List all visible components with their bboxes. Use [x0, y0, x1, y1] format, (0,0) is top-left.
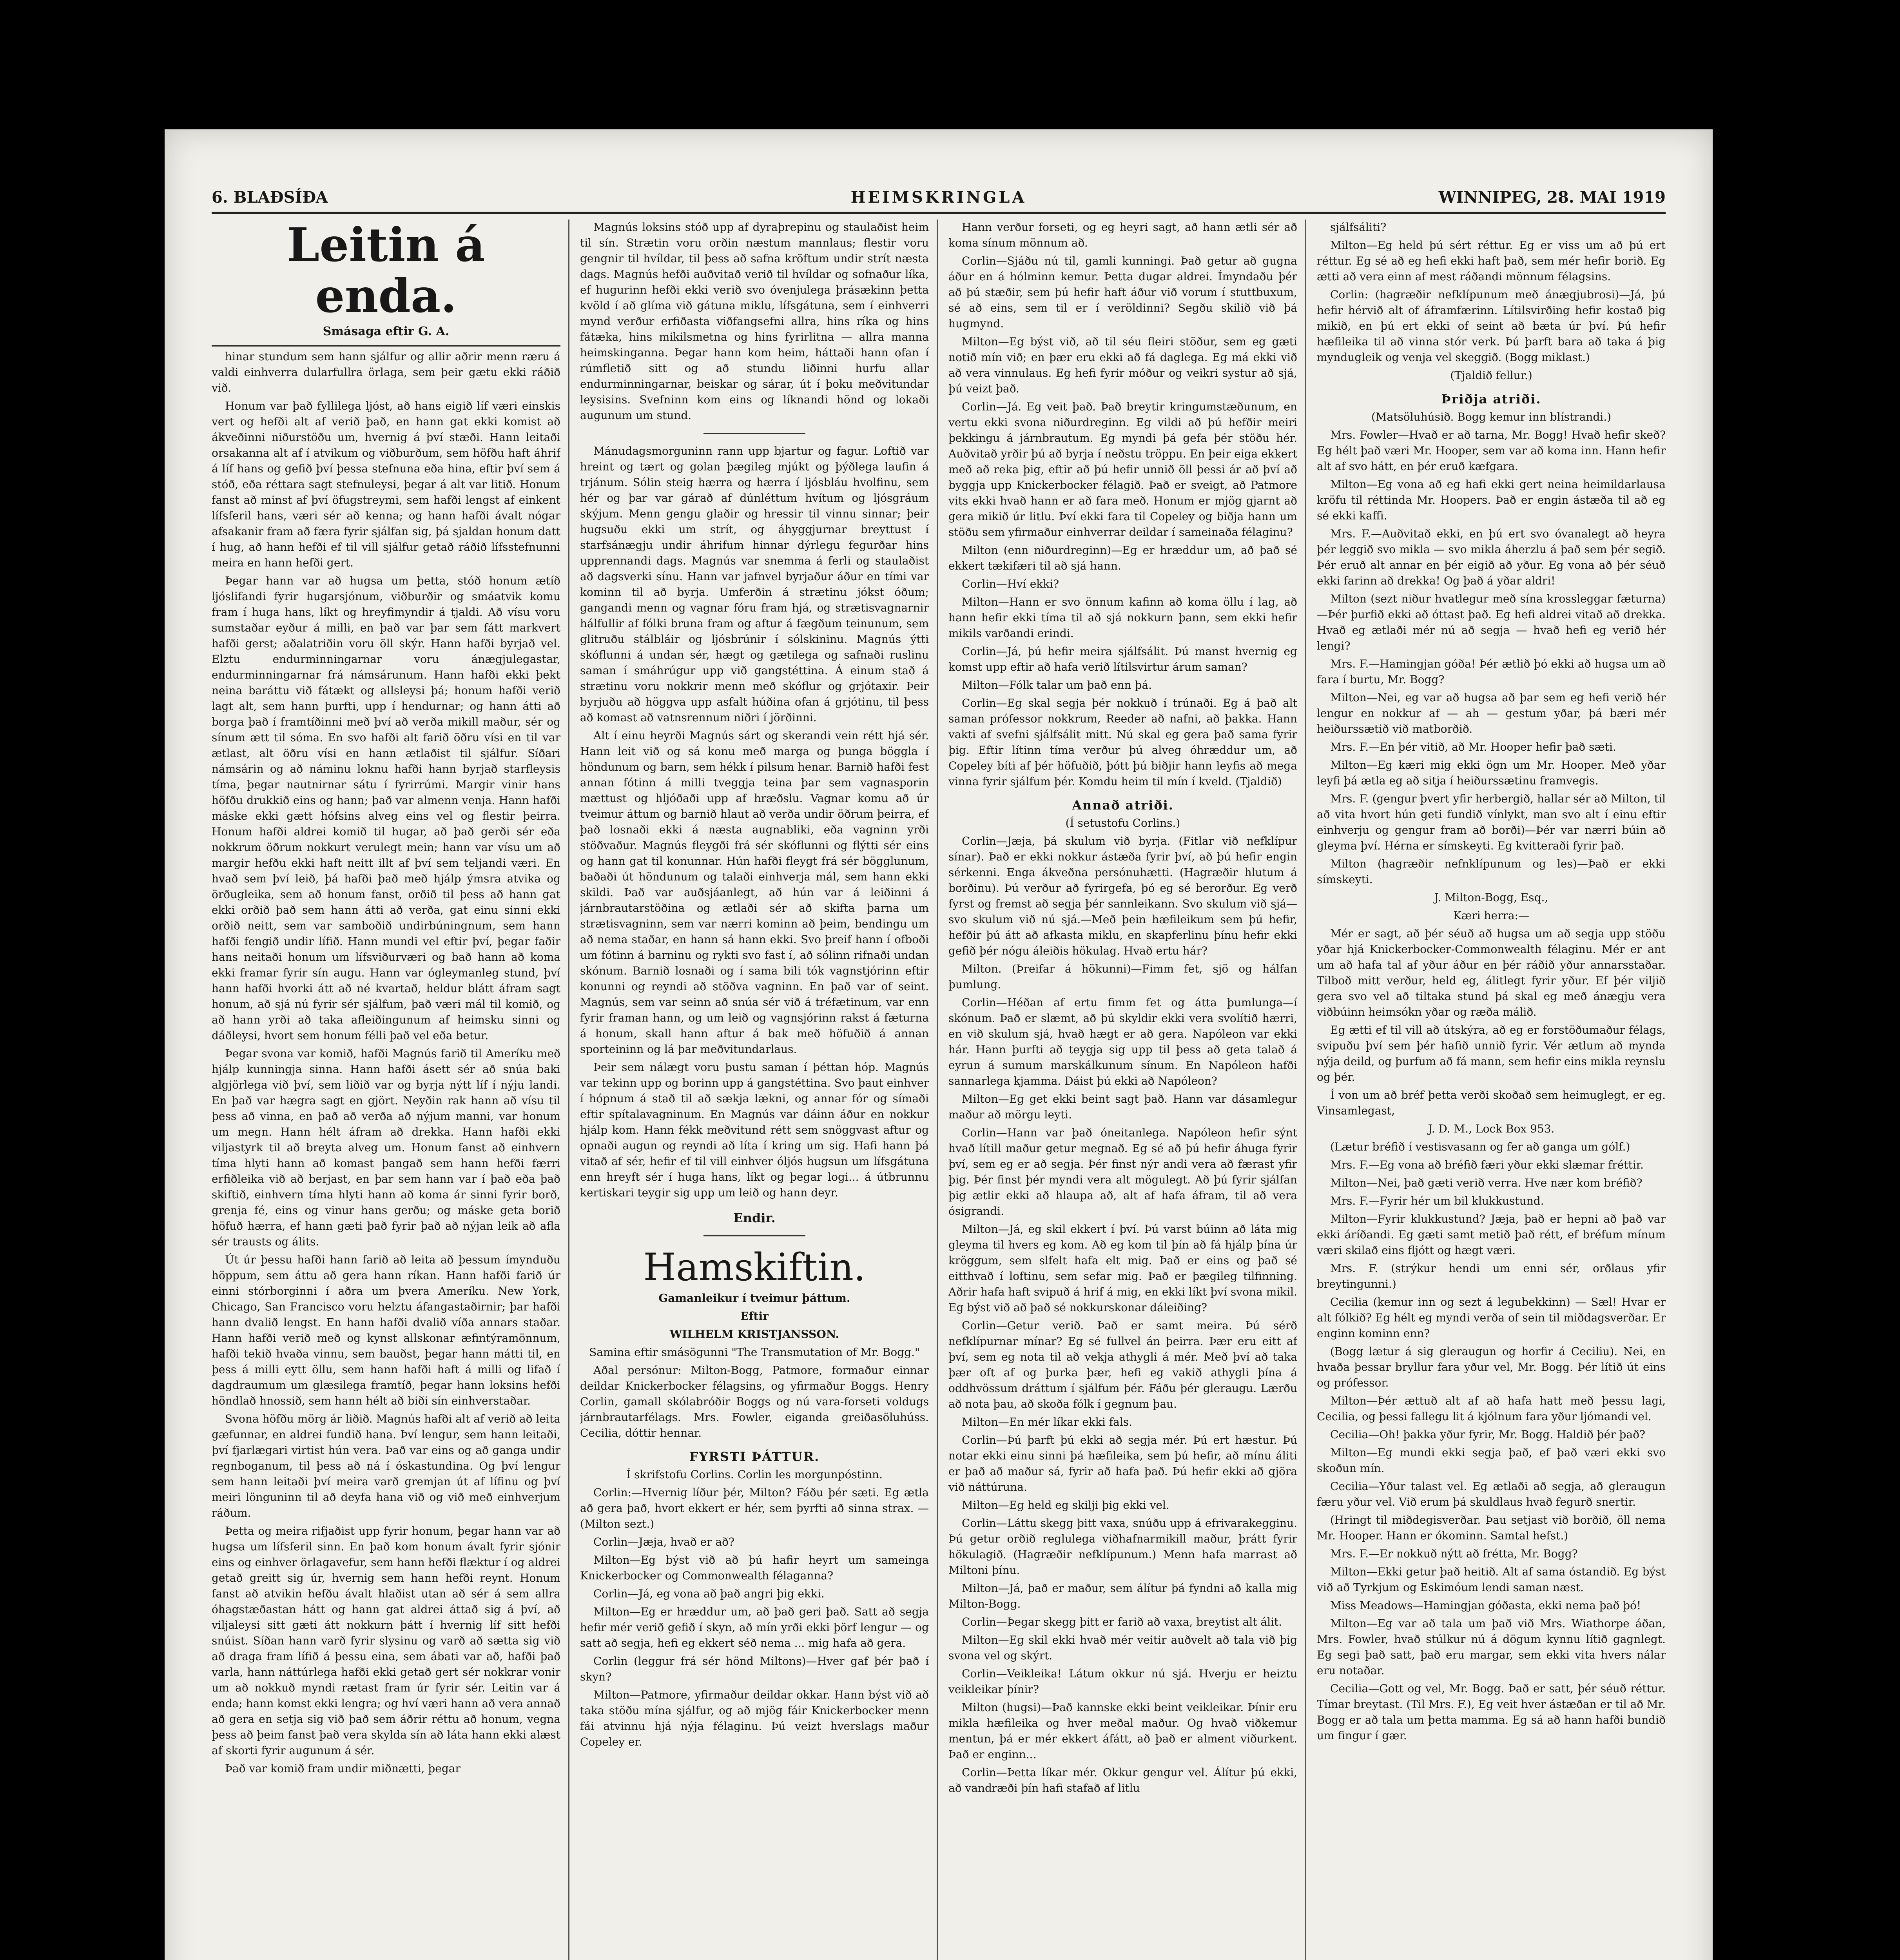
- letter-salutation: J. Milton-Bogg, Esq.,: [1434, 891, 1548, 904]
- act-title: FYRSTI ÞÁTTUR.: [689, 1449, 820, 1464]
- dialogue-line: Milton—Eg get ekki beint sagt það. Hann var dásamlegur maður að mörgu leyti.: [948, 1093, 1297, 1121]
- play-title: Hamskiftin.: [643, 1245, 866, 1289]
- dialogue-line: Mrs. F. (gengur þvert yfir herbergið, hallar sér að Milton, til að vita hvort hún geti fundið vínlykt, man svo alt í einu eftir einhverju og gengur fram að borði)—Þér var nærri búin að gleyma því. Hérna er símskeyti. Eg kvitteraði fyrir það.: [1317, 792, 1666, 852]
- paragraph: Þetta og meira rifjaðist upp fyrir honum, þegar hann var að hugsa um lífsferil sinn. En það kom honum ávalt fyrir sjónir eins og einhver örlagavefur, sem hann hefði flæktur í og aldrei getað greitt sig úr, hvernig sem hann hefði reynt. Honum fanst að atvikin hefðu ávalt hlaðist utan að sér á sem allra óhagstæðastan hátt og hann gat aldrei áttað sig á því, að viljaleysi sitt gæti átt nokkurn þátt í hvernig líf sitt hefði snúist. Síðan hann varð fyrir slysinu og varð að sætta sig við að draga fram lífið á þessu eina, sem ábati var að, hafði það varla, hann náttúrlega hafði ekki getað gert sér nokkrar vonir um að nokkuð myndi rætast fram úr fyrir sér. Leitin var á enda; hann komst ekki lengra; og hví væri hann að vera annað að gera en setja sig við það sem áðrir réttu að honum, vegna þess að þeim fanst það vera skylda sín að láta hann ekki alæst af skorti fyrir augunum á sér.: [212, 1524, 560, 1757]
- paragraph: Honum var það fyllilega ljóst, að hans eigið líf væri einskis vert og hefði alt af verið það, en hann gat ekki komist að ákveðinni niðurstöðu um, hvernig á því stæði. Hann leitaði orsakanna alt af í atvikum og viðburðum, sem höfðu haft áhrif á líf hans og gefið því þessa stefnuna eða hina, eftir því sem á stóð, eða réttara sagt stefnuleysi, þegar á alt var litið. Honum fanst að minst af því öfugstreymi, sem hafði lengst af einkent lífsferil hans, væri sér að kenna; og hann hafði ávalt nógar afsakanir fram að færa fyrir sjálfan sig, þá sjaldan honum datt í hug, að hann hefði ef til vill sjálfur getað ráðið lífsstefnunni meira en hann hefði gert.: [212, 399, 560, 569]
- dialogue-line: Corlin: (hagræðir nefklípunum með ánægjubrosi)—Já, þú hefir hérvið alt of áframfærinn. Lítilsvirðing hefir kostað þig mikið, en þú ert ekki of seint að bæta úr því. Þú hefir hæfileika til að vinna stór verk. Þú þarft bara að taka á þig myndugleik og venja vel skeggið. (Bogg miklast.): [1317, 288, 1666, 364]
- scene-direction: (Í setustofu Corlins.): [1065, 817, 1180, 829]
- dialogue-line: Milton—Ekki getur það heitið. Alt af sama óstandið. Eg býst við að Tyrkjum og Eskimóum lendi saman næst.: [1317, 1565, 1666, 1594]
- play-source: Samina eftir smásögunni "The Transmutation of Mr. Bogg.": [589, 1346, 920, 1359]
- dialogue-line: Corlin (leggur frá sér hönd Miltons)—Hver gaf þér það í skyn?: [580, 1655, 929, 1683]
- dialogue-line: Hann verður forseti, og eg heyri sagt, að hann ætli sér að koma sínum mönnum að.: [948, 221, 1297, 249]
- dialogue-line: Milton. (Þreifar á hökunni)—Fimm fet, sjö og hálfan þumlung.: [948, 962, 1297, 991]
- dialogue-line: Milton—Fyrir klukkustund? Jæja, það er hepni að það var ekki áríðandi. Eg gæti samt metið það rétt, ef bréfum mínum væri skilað eins fljótt og hægt væri.: [1317, 1212, 1666, 1257]
- dialogue-line: Corlin—Þú þarft þú ekki að segja mér. Þú ert hæstur. Þú notar ekki einu sinni þá hæfileika, sem þú hefir, að mínu áliti er það að maður sá, fyrir að hafa það. Þú hefir ekki að gjöra við náttúruna.: [948, 1434, 1297, 1494]
- dialogue-line: Milton—Eg býst við, að til séu fleiri stöður, sem eg gæti notið mín við; en þær eru ekki að fá daglega. Eg má ekki við að vera vinnulaus. Eg hefi fyrir móður og veikri systur að sjá, þú veizt það.: [948, 335, 1297, 395]
- dialogue-line: Milton—Eg skil ekki hvað mér veitir auðvelt að tala við þig svona vel og skýrt.: [948, 1633, 1297, 1662]
- dialogue-line: Milton—Eg vona að eg hafi ekki gert neina heimildarlausa kröfu til réttinda Mr. Hoopers. Það er engin ástæða til að eg sé ekki kaffi.: [1317, 478, 1666, 522]
- play-eftir: Eftir: [740, 1310, 769, 1323]
- dialogue-line: Corlin—Já. Eg veit það. Það breytir kringumstæðunum, en vertu ekki svona niðurdreginn. Eg vildi að þú hefðir meiri þekkingu á járnbrautum. Eg myndi þá gefa þér stöðu hér. Auðvitað yrðir þú að byrja í neðstu tröppu. En þeir eiga ekkert með að reka þig, eftir að þú hefir unnið öll þessi ár að því að byggja upp Knickerbocker félagið. Það er sveigt, að Patmore vits ekki hvað hann er að fara með. Honum er mjög gjarnt að gera mikið úr litlu. Því ekki fara til Copeley og biðja hann um stöðu sem yfirmaður einhverrar deildar í sameinaða félaginu?: [948, 400, 1297, 539]
- paragraph: Mánudagsmorguninn rann upp bjartur og fagur. Loftið var hreint og tært og golan þægileg mjúkt og þýðlega laufin á trjánum. Sólin steig hærra og hærra í ljósbláu hvolfinu, sem hér og þar var gárað af dúnléttum hvítum og ljósgráum skýjum. Menn gengu glaðir og hressir til vinnu sinnar; þeir hugsuðu ekki um strít, og áhyggjurnar breyttust í starfsánægju undir áhrifum hinnar dýrlegu fegurðar hins upprennandi dags. Magnús var snemma á ferli og staulaðist að dagsverki sínu. Hann var jafnvel byrjaður áður en tími var kominn til að byrja. Umferðin á strætinu jókst óðum; gangandi menn og vagnar fóru fram hjá, og strætisvagnarnir hálfullir af fólki bruna fram og aftur á fægðum teinunum, sem glitruðu stálbláir og ljósbrúnir í sólskininu. Magnús ýtti skóflunni á undan sér, hægt og gætilega og safnaði ruslinu saman í smáhrúgur upp við gangstéttina. Á einum stað á strætinu voru nokkrir menn með skóflur og grjótaxir. Þeir byrjuðu að höggva upp asfalt húðina ofan á grjótinu, til þess að komast að vatnsrennum niðri í jörðinni.: [580, 445, 929, 724]
- dialogue-line: Mrs. F.—Hamingjan góða! Þér ætlið þó ekki að hugsa um að fara í burtu, Mr. Bogg?: [1317, 657, 1666, 686]
- dialogue-line: Mrs. Fowler—Hvað er að tarna, Mr. Bogg! Hvað hefir skeð? Eg hélt það væri Mr. Hooper, sem var að koma inn. Hann hefir alt af svo hátt, en þér eruð kæfgara.: [1317, 428, 1666, 473]
- dialogue-line: Milton—Eg held þú sért réttur. Eg er viss um að þú ert réttur. Eg sé að eg hefi ekki haft það, sem mér hefir borið. Eg ætti að vera einn af mest ráðandi mönnum félagsins.: [1317, 239, 1666, 283]
- dialogue-line: Milton (sezt niður hvatlegur með sína krossleggar fæturna)—Þér þurfið ekki að óttast það. Eg hefi aldrei vitað að drekka. Hvað eg ætlaði mér nú að segja — hvað hefi eg verið hér lengi?: [1317, 592, 1666, 652]
- newspaper-page: [165, 129, 1713, 1960]
- paragraph: Magnús loksins stóð upp af dyraþrepinu og staulaðist heim til sín. Strætin voru orðin næstum mannlaus; flestir voru gengnir til hvíldar, til þess að safna kröftum undir strít næsta dags. Magnús hefði auðvitað verið til hvíldar og sofnaður líka, ef hugurinn hefði ekki verið svo óvenjulega þrásækinn þetta kvöld í að glíma við gátuna miklu, lífsgátuna, sem í einhverri mynd verður erfiðasta viðfangsefni allra, hins ríka og hins fátæka, hins mikilsmetna og hins fyrirlitna — allra manna heimskinganna. Þegar hann kom heim, háttaði hann ofan í rúmfletið sitt og að stundu liðinni hurfu allar endurminningarnar, beiskar og sárar, út í þoku meðvitundar leysisins. Svefninn kom eins og líknandi hönd og lokaði augunum um stund.: [580, 221, 929, 422]
- dialogue-line: Cecilia—Gott og vel, Mr. Bogg. Það er satt, þér séuð réttur. Tímar breytast. (Til Mrs. F.), Eg veit hver ástæðan er til að Mr. Bogg er að tala um þetta mamma. Eg sá að hann hafði bundið um fingur í gær.: [1317, 1682, 1666, 1742]
- letter-greeting: Kæri herra:—: [1453, 909, 1529, 922]
- column-rule: [568, 220, 569, 1960]
- paragraph: Þeir sem nálægt voru þustu saman í þéttan hóp. Magnús var tekinn upp og borinn upp á gangstéttina. Svo þaut einhver í hópnum á stað til að sækja lækni, og annar fór og símaði eftir spítalavagninum. En Magnús var dáinn áður en nokkur hjálp kom. Hann fékk meðvitund rétt sem snöggvast aftur og opnaði augun og reyndi að líta í kring um sig. Hafi hann þá vitað af sér, hefir ef til vill einhver óljós hugsun um lífsgátuna enn hreyft sér í huga hans, líkt og þegar logi... á útbrunnu kertiskari teygir sig upp um leið og hann deyr.: [580, 1061, 929, 1199]
- letter-body: Í von um að bréf þetta verði skoðað sem heimuglegt, er eg. Vinsamlegast,: [1317, 1089, 1666, 1117]
- stage-direction: (Tjaldið fellur.): [1450, 369, 1532, 382]
- play-persons: Aðal persónur: Milton-Bogg, Patmore, formaður einnar deildar Knickerbocker félagsins, og yfirmaður Boggs. Henry Corlin, gamall skólabróðir Boggs og nú vara-forseti voldugs járnbrautarfélags. Mrs. Fowler, eiganda greiðasöluhúss. Cecilia, dóttir hennar.: [580, 1364, 929, 1439]
- dialogue-line: Milton—Eg var að tala um það við Mrs. Wiathorpe áðan, Mrs. Fowler, hvað stúlkur nú á dögum kynnu lítið gagnlegt. Eg segi það satt, það eru margar, sem ekki vita hvers nálar eru notaðar.: [1317, 1617, 1666, 1677]
- paragraph: hinar stundum sem hann sjálfur og allir aðrir menn ræru á valdi einhverra dularfullra örlaga, sem þeir gætu ekki ráðið við.: [212, 350, 560, 394]
- dialogue-line: Corlin—Þetta líkar mér. Okkur gengur vel. Álítur þú ekki, að vandræði þín hafi stafað af litlu: [948, 1766, 1297, 1795]
- page-number: 6. BLAÐSÍÐA: [212, 188, 328, 207]
- masthead: [212, 176, 1666, 214]
- dialogue-line: Corlin—Já, þú hefir meira sjálfsálit. Þú manst hvernig eg komst upp eftir að hafa verið lítilsvirtur árum saman?: [948, 645, 1297, 673]
- act-title: Þriðja atriði.: [1441, 392, 1541, 407]
- dialogue-line: Corlin—Láttu skegg þitt vaxa, snúðu upp á efrivarakegginu. Þú getur orðið reglulega viðhafnarmikill maður, þrátt fyrir hökulagið. (Hagræðir nefklípunum.) Menn hafa marrast að Miltoni þínu.: [948, 1517, 1297, 1577]
- dialogue-line: Corlin:—Hvernig líður þér, Milton? Fáðu þér sæti. Eg ætla að gera það, hvort ekkert er hér, sem þyrfti að sinna strax. — (Milton sezt.): [580, 1486, 929, 1530]
- letter-signature: J. D. M., Lock Box 953.: [1428, 1122, 1555, 1135]
- scene-direction: (Matsöluhúsið. Bogg kemur inn blístrandi.): [1371, 410, 1612, 423]
- dialogue-line: Milton—En mér líkar ekki fals.: [962, 1416, 1132, 1428]
- dialogue-line: Milton—Nei, eg var að hugsa að þar sem eg hefi verið hér lengur en nokkur af — ah — gestum yðar, þá bæri mér heiðurssætið við matborðið.: [1317, 691, 1666, 735]
- dialogue-line: sjálfsáliti?: [1330, 221, 1387, 234]
- story-title: Leitin á enda.: [287, 220, 485, 323]
- act-title: Annað atriði.: [1072, 798, 1174, 813]
- dialogue-line: (Hringt til miðdegisverðar. Þau setjast við borðið, öll nema Mr. Hooper. Hann er ókominn. Samtal hefst.): [1317, 1514, 1666, 1542]
- dialogue-line: Corlin—Já, eg vona að það angri þig ekki.: [593, 1587, 825, 1600]
- dialogue-line: Milton (hugsi)—Það kannske ekki beint veikleikar. Þínir eru mikla hæfileika og hver meðal maður. Og hvað viðkemur mentun, þá er mér ekkert áfátt, að það er alment viðurkent. Það er enginn...: [948, 1701, 1297, 1761]
- dialogue-line: Mrs. F.—Fyrir hér um bil klukkustund.: [1330, 1194, 1544, 1207]
- dialogue-line: Mrs. F.—Auðvitað ekki, en þú ert svo óvanalegt að heyra þér leggið svo mikla — svo mikla áherzlu á það sem þér segið. Þér eruð alt annar en þér eigið að yður. Eg vona að þér séuð ekki farinn að drekka! Og það á yðar aldri!: [1317, 527, 1666, 587]
- dialogue-line: Corlin—Jæja, hvað er að?: [593, 1535, 735, 1548]
- column-rule: [937, 220, 938, 1960]
- dialogue-line: Milton—Eg mundi ekki segja það, ef það væri ekki svo skoðun mín.: [1317, 1446, 1666, 1475]
- dialogue-line: Mrs. F.—Eg vona að bréfið færi yður ekki slæmar fréttir.: [1330, 1158, 1644, 1171]
- dialogue-line: Milton—Eg held eg skilji þig ekki vel.: [962, 1499, 1169, 1512]
- dialogue-line: Mrs. F. (strýkur hendi um enni sér, orðlaus yfir breytingunni.): [1317, 1262, 1666, 1290]
- column-4: [1317, 220, 1666, 1960]
- dialogue-line: Milton—Eg býst við að þú hafir heyrt um sameinga Knickerbocker og Commonwealth félaganna?: [580, 1553, 929, 1582]
- letter-body: Mér er sagt, að þér séuð að hugsa um að segja upp stöðu yðar hjá Knickerbocker-Commonwealth félaginu. Mér er ant um að hafa tal af yður áður en þér ráðið yður annarsstaðar. Tilboð mitt verður, held eg, álitlegt fyrir yður. Ef þér viljið gera svo vel að tiltaka stund þá skal eg með ánægju vera viðbúinn heimsókn yðar og ræða málið.: [1317, 927, 1666, 1018]
- letter-body: Eg ætti ef til vill að útskýra, að eg er forstöðumaður félags, svipuðu því sem þér hafið unnið fyrir. Vér ætlum að mynda nýja deild, og þurfum að fá mann, sem hefir eins mikla reynslu og þér.: [1317, 1024, 1666, 1083]
- dialogue-line: Corlin—Jæja, þá skulum við byrja. (Fitlar við nefklípur sínar). Það er ekki nokkur ástæða fyrir því, að þú hefir engin sérkenni. Enga ákveðna persónuhætti. (Hagræðir hlutum á borðinu). Þú verður að fyrirgefa, þó eg sé berorður. Eg verð fyrst og fremst að segja þér sannleikann. Svo skulum við sjá—svo skulum við nú sjá.—Með þein hæfileikum sem þú hefir, hefðir þú átt að afkasta miklu, en skapferlinu þínu hefir ekki gefið þér nógu áleiðis hökulag. Hvað ertu hár?: [948, 835, 1297, 957]
- dialogue-line: Milton (enn niðurdreginn)—Eg er hræddur um, að það sé ekkert tækifæri til að sjá hann.: [948, 544, 1297, 572]
- dialogue-line: Milton—Patmore, yfirmaður deildar okkar. Hann býst við að taka stöðu mína sjálfur, og að mjög fáir Knickerbocker menn fái atvinnu hjá nýja félaginu. Þú veizt hverslags maður Copeley er.: [580, 1688, 929, 1748]
- column-rule: [1305, 220, 1306, 1960]
- column-2: [580, 220, 929, 1960]
- dialogue-line: Milton—Já, það er maður, sem álítur þá fyndni að kalla mig Milton-Bogg.: [948, 1582, 1297, 1610]
- paragraph: Svona höfðu mörg ár liðið. Magnús hafði alt af verið að leita gæfunnar, en aldrei fundið hana. Því lengur, sem hann leitaði, því fjarlægari virtist hún vera. Það var eins og að ganga undir regnboganum, til þess að ná í óskastundina. Og því lengur sem hann leitaði því meira varð gremjan út af lífinu og því meiri lönguninn til að deyfa hana við og við með einhverjum ráðum.: [212, 1412, 560, 1519]
- section-divider: [703, 1235, 805, 1236]
- dialogue-line: Corlin—Eg skal segja þér nokkuð í trúnaði. Eg á það alt saman prófessor nokkrum, Reeder að nafni, að þakka. Hann vakti af svefni sjálfsálit mitt. Nú skal eg gera það sama fyrir þig. Eftir lítinn tíma verður þú alveg óhræddur um, að Copeley bíti af þér höfuðið, þótt þú biðjir hann leyfis að mega vinna fyrir sjálfum þér. Komdu heim til mín í kveld. (Tjaldið): [948, 697, 1297, 788]
- dialogue-line: (Bogg lætur á sig gleraugun og horfir á Ceciliu). Nei, en hvaða þessar bryllur fara yður vel, Mr. Bogg. Þér lítið út eins og prófessor.: [1317, 1345, 1666, 1389]
- dialogue-line: Milton (hagræðir nefnklípunum og les)—Það er ekki símskeyti.: [1317, 857, 1666, 886]
- dialogue-line: Miss Meadows—Hamingjan góðasta, ekki nema það þó!: [1330, 1599, 1641, 1612]
- dialogue-line: Milton—Fólk talar um það enn þá.: [962, 679, 1152, 691]
- dialogue-line: Corlin—Veikleika! Látum okkur nú sjá. Hverju er heiztu veikleikar þínir?: [948, 1667, 1297, 1696]
- dialogue-line: Corlin—Sjáðu nú til, gamli kunningi. Það getur að gugna áður en á hólminn kemur. Þetta dugar aldrei. Ímyndaðu þér að þú stæðir, sem þú hefir haft áður við vorum í stuttbuxum, sé að eins, sem til er í veröldinni? Segðu skilið við þá hugmynd.: [948, 254, 1297, 330]
- dialogue-line: Corlin—Héðan af ertu fimm fet og átta þumlunga—í skónum. Það er slæmt, að þú skyldir ekki vera svolítið hærri, en við skulum sjá, hvað hægt er að gera. Napóleon var ekki hár. Hann þurfti að teygja sig upp til þess að geta talað á eyrun á sumum marskálkunum sínum. En Napóleon hafði sannarlega kjamma. Dáist þú ekki að Napóleon?: [948, 996, 1297, 1087]
- paper-title: HEIMSKRINGLA: [850, 188, 1027, 207]
- paragraph: Það var komið fram undir miðnætti, þegar: [225, 1762, 460, 1775]
- scene-direction: Í skrifstofu Corlins. Corlin les morgunpóstinn.: [626, 1468, 883, 1481]
- dialogue-line: Milton—Hann er svo önnum kafinn að koma öllu í lag, að hann hefir ekki tíma til að sjá nokkurn þann, sem ekki hefir mikils varðandi erindi.: [948, 595, 1297, 640]
- paragraph: Alt í einu heyrði Magnús sárt og skerandi vein rétt hjá sér. Hann leit við og sá konu með marga og þunga böggla í höndunum og barn, sem hékk í pilsum henar. Barnið hafði fest annan fótinn á milli tveggja teina þar sem vagnasporin mættust og hljóðaði upp af hræðslu. Vagnar komu að úr tveimur áttum og barnið hlaut að verða undir öðrum þeirra, ef það losnaði ekki á næsta augnabliki, eða vagninn yrði stöðvaður. Magnús fleygði frá sér skóflunni og flýtti sér eins og hann gat til konunnar. Hún hafði fleygt frá sér bögglunum, baðaði út höndunum og talaði einhverja mál, sem hann ekki skildi. Það var auðsjáanlegt, að hún var á leiðinni á járnbrautarstöðina og ætlaði sér að skifta þarna um strætisvagninn, sem var nærri kominn að þeim, bendingu um að nema staðar, en hann sá hann ekki. Svo þreif hann í ofboði um fótinn á barninu og rykti svo fast í, að sólinn rifnaði undan skónum. Barnið losnaði og í sama bili tók vagnstjórinn eftir konunni og reyndi að stöðva vagninn. En það var of seint. Magnús, sem var seinn að snúa sér við á tréfætinum, var enn fyrir framan hann, og um leið og vagnsjórinn rakst á fæturna á honum, skall hann aftur á bak með höfuðið á annan sporteininn og lá þar meðvitundarlaus.: [580, 729, 929, 1056]
- column-3: [948, 220, 1297, 1960]
- dialogue-line: Corlin—Hann var það óneitanlega. Napóleon hefir sýnt hvað lítill maður getur megnað. Eg sé að þú hefir áhuga fyrir því, sem eg er að segja. Þér finst nýr andi vera að færast yfir þig. Þér finst þér myndi vera alt mögulegt. Að þú fyrir sjálfan þig ætlir ekki að hlaupa að, alt af hafa áfram, til að vera ósigrandi.: [948, 1126, 1297, 1218]
- dialogue-line: (Lætur bréfið í vestisvasann og fer að ganga um gólf.): [1330, 1140, 1630, 1153]
- dialogue-line: Corlin—Þegar skegg þitt er farið að vaxa, breytist alt álit.: [962, 1615, 1282, 1628]
- section-divider: [703, 433, 805, 434]
- dialogue-line: Corlin—Hví ekki?: [962, 577, 1059, 590]
- dialogue-line: Corlin—Getur verið. Það er samt meira. Þú sérð nefklípurnar mínar? Eg sé fullvel án þeirra. Þær eru eitt af því, sem eg nota til að vekja athygli á mér. Með því að taka þær oft af og þurka þær, hefi eg vakið athygli þína á oddhvössum dráttum í sjálfum þér. Fáðu þér gleraugu. Lærðu að nota þau, að skoða fólk í gegnum þau.: [948, 1319, 1297, 1410]
- dialogue-line: Cecilia—Yður talast vel. Eg ætlaði að segja, að gleraugun færu yður vel. Við erum þá skuldlaus hvað fegurð snertir.: [1317, 1480, 1666, 1508]
- play-author: WILHELM KRISTJANSSON.: [669, 1328, 839, 1341]
- dialogue-line: Milton—Nei, það gæti verið verra. Hve nær kom bréfið?: [1330, 1176, 1643, 1189]
- dialogue-line: Milton—Þér ættuð alt af að hafa hatt með þessu lagi, Cecilia, og þessi fallegu lit á kjólnum fara yður ljómandi vel.: [1317, 1394, 1666, 1423]
- dialogue-line: Mrs. F.—Er nokkuð nýtt að frétta, Mr. Bogg?: [1330, 1547, 1578, 1560]
- column-1: [212, 220, 560, 1960]
- story-byline: Smásaga eftir G. A.: [212, 324, 560, 347]
- dialogue-line: Cecilia (kemur inn og sezt á legubekkinn) — Sæl! Hvar er alt fólkið? Eg hélt eg myndi verða of sein til miðdagsverðar. Er enginn kominn enn?: [1317, 1296, 1666, 1340]
- dialogue-line: Milton—Já, eg skil ekkert í því. Þú varst búinn að láta mig gleyma til hvers eg kom. Að eg kom til þín að fá hjálp þína úr kröggum, sem slfelt hafa elt mig. Það er eins og það sé eitthvað í loftinu, sem sefar mig. Það er þægileg tilfinning. Aðrir hafa haft svipuð á hrif á mig, en ekki líkt því svona mikil. Eg býst við að það sé nokkurskonar dáleiðing?: [948, 1223, 1297, 1314]
- paragraph: Þegar svona var komið, hafði Magnús farið til Ameríku með hjálp kunningja sinna. Hann hafði ásett sér að snúa baki algjörlega við því, sem liðið var og byrja nýtt líf í nýju landi. En það var hægra sagt en gjört. Neyðin rak hann að vísu til þess að vinna, en það að verða að nýjum manni, var honum um megn. Hann hélt áfram að drekka. Hann hafði ekki viljastyrk til að breyta alveg um. Honum fanst að einhvern tíma hlyti hann að komast þangað sem hann hefði færri erfiðleika við að berjast, en þar sem hann var í það eða það skiftið, einhvern tíma hlyti hann að koma ár sinni fyrir borð, grenja fé, eins og vinur hans gerðu; og máske geta borið höfuð hærra, ef hann gæti það fyrir það að nýjan leik að afla sér trausts og álits.: [212, 1047, 560, 1248]
- paragraph: Út úr þessu hafði hann farið að leita að þessum ímynduðu höppum, sem áttu að gera hann ríkan. Hann hafði farið úr einni stórborginni í aðra um þvera Ameríku. New York, Chicago, San Francisco voru helztu áfangastaðirnir; þar hafði hann dvalið lengst. En hann hafði dvalið víða annars staðar. Hann hafði verið með og kynst allskonar æfintýramönnum, hafði tekið hvaða vinnu, sem bauðst, þegar hann mátti til, en þess á milli eytt öllu, sem hann hafði haft á milli og lifað í dagdraumum um glæsilega framtíð, þegar hann loksins hefði höndlað hnossið, sem hann hélt að biði sín einhverstaðar.: [212, 1253, 560, 1407]
- issue-date: WINNIPEG, 28. MAI 1919: [1438, 188, 1666, 207]
- play-subtitle: Gamanleikur í tveimur þáttum.: [658, 1292, 850, 1305]
- dialogue-line: Milton—Eg er hræddur um, að það geri það. Satt að segja hefir mér verið gefið í skyn, að mín yrði ekki þörf lengur — og satt að segja, hefi eg ekkert séð nema ... mig hafa að gera.: [580, 1605, 929, 1650]
- story-end: Endir.: [733, 1210, 776, 1225]
- paragraph: Þegar hann var að hugsa um þetta, stóð honum ætíð ljóslifandi fyrir hugarsjónum, viðburðir og smáatvik komu fram í huga hans, líkt og hreyfimyndir á tjaldi. Að vísu voru sumstaðar eyður á milli, en það var þar sem fátt markvert hafði gerst; aðalatriðin voru öll skýr. Hann hafði byrjað vel. Elztu endurminningarnar voru ánægjulegastar, endurminningarnar frá námsárunum. Hann hafði ekki þekt neina baráttu við fátækt og allsleysi þá; honum hafði verið lagt alt, sem hann þurfti, upp í hendurnar; og hann átti að borga það í framtíðinni með því að verða mikill maður, sér og sínum ætt til sóma. En svo hafði alt farið öðru vísi en til var ætlast, alt öðru vísi en hann ætlaðist til sjálfur. Síðari námsárin og að náminu loknu hafði hann byrjað starfleysis tíma, þegar nautnirnar sátu í fyrirrúmi. Margir vinir hans höfðu drukkið eins og hann; það var almenn venja. Hann hafði máske ekki gætt hófsins alveg eins vel og flestir þeirra. Honum hafði aldrei komið til hugar, að það gerði sér eða nokkrum öðrum nokkurt verulegt mein; hann var vísu um að margir hefðu ekki haft neitt illt af því sem teljandi væri. En hvað sem því leið, þá hafði það með hjálp ýmsra atvika og örðugleika, sem að honum fanst, orðið til þess að hann gat ekki orðið það sem hann átti að verða, gat einu sinni ekki orðið neitt, sem var samboðið undirbúningnum, sem hann hafði fengið undir lífið. Hann mundi vel eftir því, þegar faðir hans neitaði honum um lífsviðurværi og bað hann að koma ekki framar fyrir sín augu. Hann var ógleymanleg stund, því hann hafði hvorki átt að né kvartað, heldur blátt áfram sagt honum, að sjá nú fyrir sér sjálfum, það væri mál til komið, og að hann yrði að taka afleiðingunum af heimsku sinni og dáðleysi, hvort sem honum félli það vel eða betur.: [212, 574, 560, 1042]
- dialogue-line: Mrs. F.—En þér vitið, að Mr. Hooper hefir það sæti.: [1330, 740, 1616, 753]
- dialogue-line: Milton—Eg kæri mig ekki ögn um Mr. Hooper. Með yðar leyfi þá ætla eg að sitja í heiðurssætinu framvegis.: [1317, 759, 1666, 787]
- dialogue-line: Cecilia—Oh! þakka yður fyrir, Mr. Bogg. Haldið þér það?: [1330, 1428, 1645, 1441]
